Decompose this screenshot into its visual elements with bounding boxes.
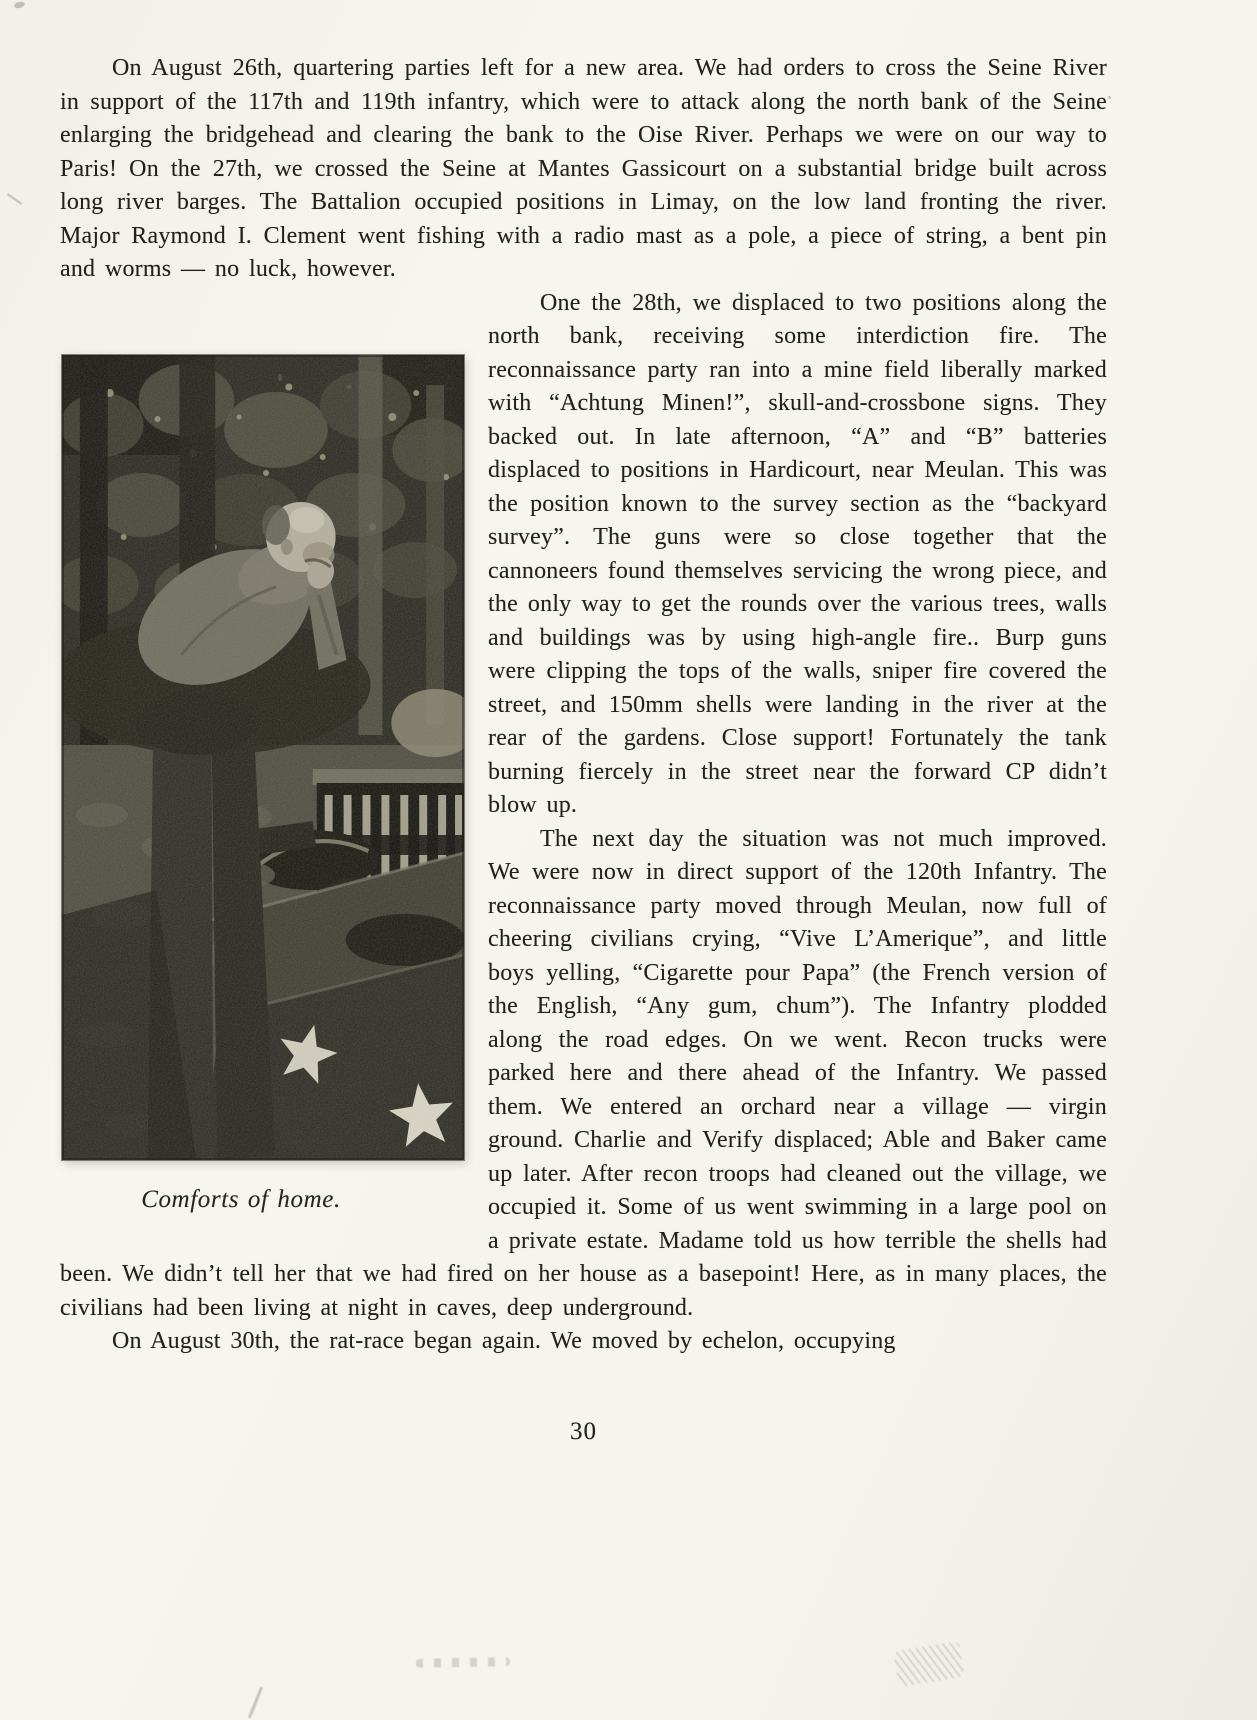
photo-image: [62, 355, 464, 1160]
paragraph-aug30: On August 30th, the rat-race began again. We moved by echelon, occupying: [112, 1328, 896, 1354]
paragraph-aug29: The next day the situation was not much improved. We were now in direct support of the 120th Infantry. The reconnaissance party moved through Meulan, now full of cheering civilians crying, “Vive L’Amerique”, and little boys yelling, “Cigarette pour Papa” (the French version of the English, “Any gum, chum”). The Infantry plodded along the road edges. On we went. Recon trucks were parked here and there ahead of the Infantry. We passed them. We entered an orchard near a village — virgin ground. Charlie and Verify displaced; Able and Baker came up later. After recon troops had cleaned out the village, we occupied it. Some of us went swimming in a large pool on a private estate. Madame told us how terrible the shells had been. We didn’t tell her that we had fired on her house as a basepoint! Here, as in many places, the civilians had been living at night in caves, deep underground.: [60, 825, 1107, 1321]
photo-caption: Comforts of home.: [141, 1185, 341, 1213]
page-number: 30: [570, 1417, 597, 1445]
paragraph-aug28: One the 28th, we displaced to two positions along the north bank, receiving some interdiction fire. The reconnaissance party ran into a mine field liberally marked with “Achtung Minen!”, skull-and-crossbone signs. They backed out. In late afternoon, “A” and “B” batteries displaced to positions in Hardicourt, near Meulan. This was the position known to the survey section as the “backyard survey”. The guns were so close together that the cannoneers found themselves servicing the wrong piece, and the only way to get the rounds over the various trees, walls and buildings was by using high-angle fire.. Burp guns were clipping the tops of the walls, sniper fire covered the street, and 150mm shells were landing in the river at the rear of the gardens. Close support! Fortunately the tank burning fiercely in the street near the forward CP didn’t blow up.: [488, 289, 1107, 818]
paragraph-intro: On August 26th, quartering parties left for a new area. We had orders to cross the Seine River in support of the 117th and 119th infantry, which were to attack along the north bank of the Seine enlarging the bridgehead and clearing the bank to the Oise River. Perhaps we were on our way to Paris! On the 27th, we crossed the Seine at Mantes Gassicourt on a substantial bridge built across long river barges. The Battalion occupied positions in Limay, on the low land fronting the river. Major Raymond I. Clement went fishing with a radio mast as a pole, a piece of string, a bent pin and worms — no luck, however.: [60, 55, 1107, 282]
photo: [62, 355, 464, 1160]
photo-block: [60, 287, 488, 1255]
